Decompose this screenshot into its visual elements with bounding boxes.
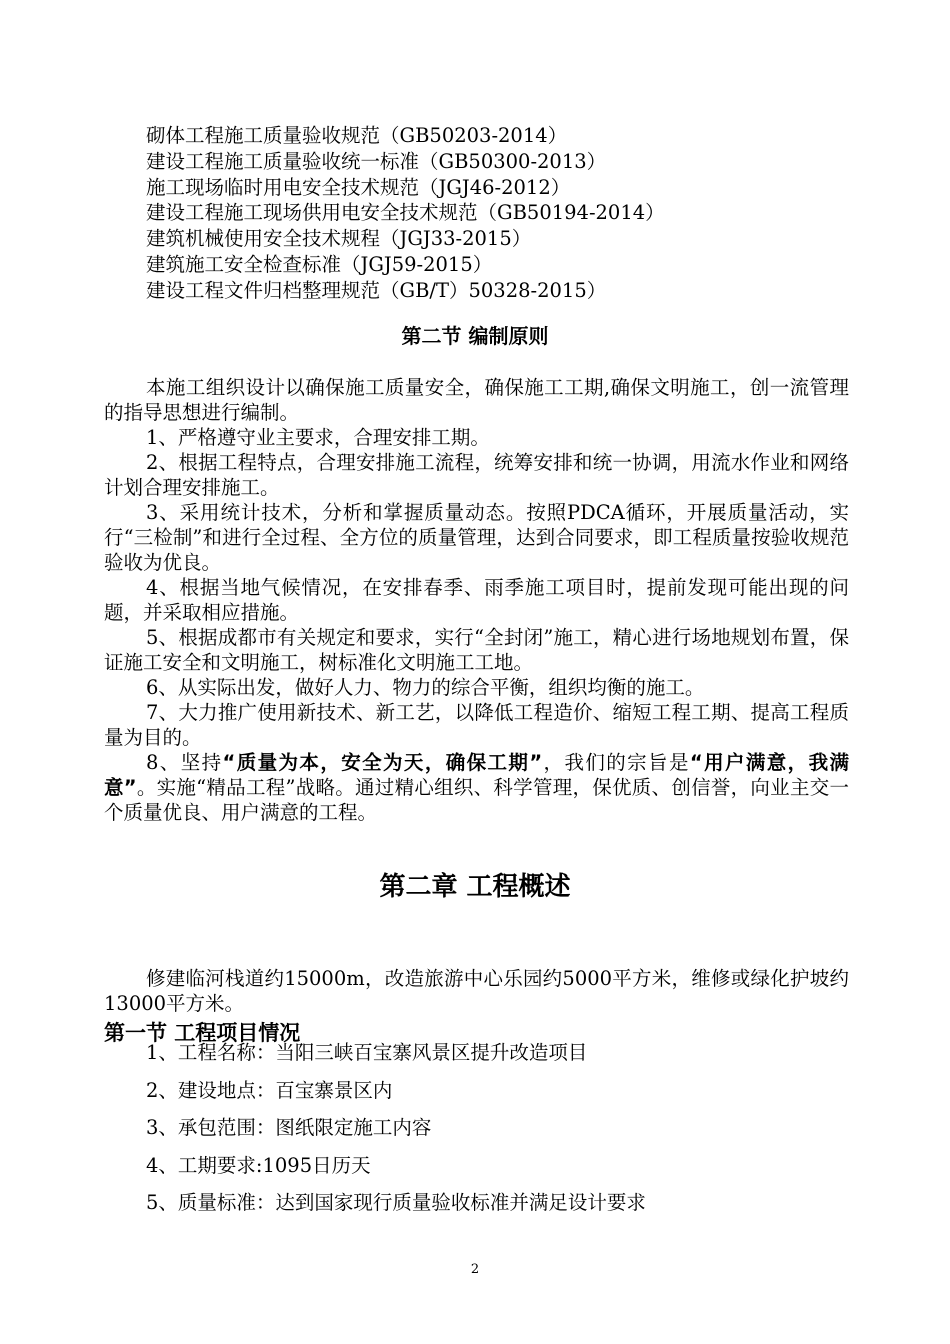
section-heading-project-info: 第一节 工程项目情况 xyxy=(104,1021,301,1045)
project-info-item: 2、建设地点：百宝寨景区内 xyxy=(146,1078,393,1102)
section-heading-principles: 第二节 编制原则 xyxy=(401,324,549,348)
principles-intro: 本施工组织设计以确保施工质量安全，确保施工工期,确保文明施工，创一流管理的指导思想进行编制。 xyxy=(104,376,849,424)
chapter-heading-overview: 第二章 工程概述 xyxy=(379,872,571,902)
principle-item-8 xyxy=(104,750,849,825)
reference-item: 建筑机械使用安全技术规程（JGJ33-2015） xyxy=(146,227,532,251)
principle-item: 2、根据工程特点，合理安排施工流程，统筹安排和统一协调，用流水作业和网络计划合理安排施工。 xyxy=(104,451,849,499)
project-info-item: 1、工程名称：当阳三峡百宝寨风景区提升改造项目 xyxy=(146,1041,588,1064)
overview-intro: 修建临河栈道约15000m，改造旅游中心乐园约5000平方米，维修或绿化护坡约13000平方米。 xyxy=(104,967,849,1015)
principle-item: 4、根据当地气候情况，在安排春季、雨季施工项目时，提前发现可能出现的问题，并采取相应措施。 xyxy=(104,576,849,624)
project-info-item: 4、工期要求:1095日历天 xyxy=(146,1153,371,1177)
reference-item: 建筑施工安全检查标准（JGJ59-2015） xyxy=(146,252,493,276)
principle-item: 5、根据成都市有关规定和要求，实行“全封闭”施工，精心进行场地规划布置，保证施工安全和文明施工，树标准化文明施工工地。 xyxy=(104,626,849,674)
project-info-list xyxy=(146,1040,646,1228)
item8-mid: ，我们的宗旨是 xyxy=(542,751,690,774)
reference-item: 建设工程施工质量验收统一标准（GB50300-2013） xyxy=(146,149,607,173)
reference-item: 建设工程文件归档整理规范（GB/T）50328-2015） xyxy=(146,278,607,302)
reference-item: 建设工程施工现场供用电安全技术规范（GB50194-2014） xyxy=(146,201,665,225)
item8-bold-motto: “质量为本，安全为天，确保工期” xyxy=(222,751,543,774)
project-info-item: 3、承包范围：图纸限定施工内容 xyxy=(146,1116,432,1139)
reference-standards-list xyxy=(146,123,866,304)
reference-item: 施工现场临时用电安全技术规范（JGJ46-2012） xyxy=(146,175,571,199)
item8-prefix: 8、坚持 xyxy=(146,751,223,774)
project-info-item: 5、质量标准：达到国家现行质量验收标准并满足设计要求 xyxy=(146,1191,646,1214)
item8-bold-purpose: “用户满意，我满意” xyxy=(104,751,849,799)
principle-item: 1、严格遵守业主要求，合理安排工期。 xyxy=(146,426,490,449)
principles-body xyxy=(104,375,849,825)
principle-item: 6、从实际出发，做好人力、物力的综合平衡，组织均衡的施工。 xyxy=(146,676,705,699)
principle-item: 7、大力推广使用新技术、新工艺，以降低工程造价、缩短工程工期、提高工程质量为目的。 xyxy=(104,701,849,749)
principle-item: 3、采用统计技术，分析和掌握质量动态。按照PDCA循环，开展质量活动，实行“三检制”和进行全过程、全方位的质量管理，达到合同要求，即工程质量按验收规范验收为优良。 xyxy=(104,501,849,574)
item8-suffix: 。实施“精品工程”战略。通过精心组织、科学管理，保优质、创信誉，向业主交一个质量优良、用户满意的工程。 xyxy=(104,776,849,824)
reference-item: 砌体工程施工质量验收规范（GB50203-2014） xyxy=(146,124,568,147)
page-number: 2 xyxy=(470,1262,480,1277)
